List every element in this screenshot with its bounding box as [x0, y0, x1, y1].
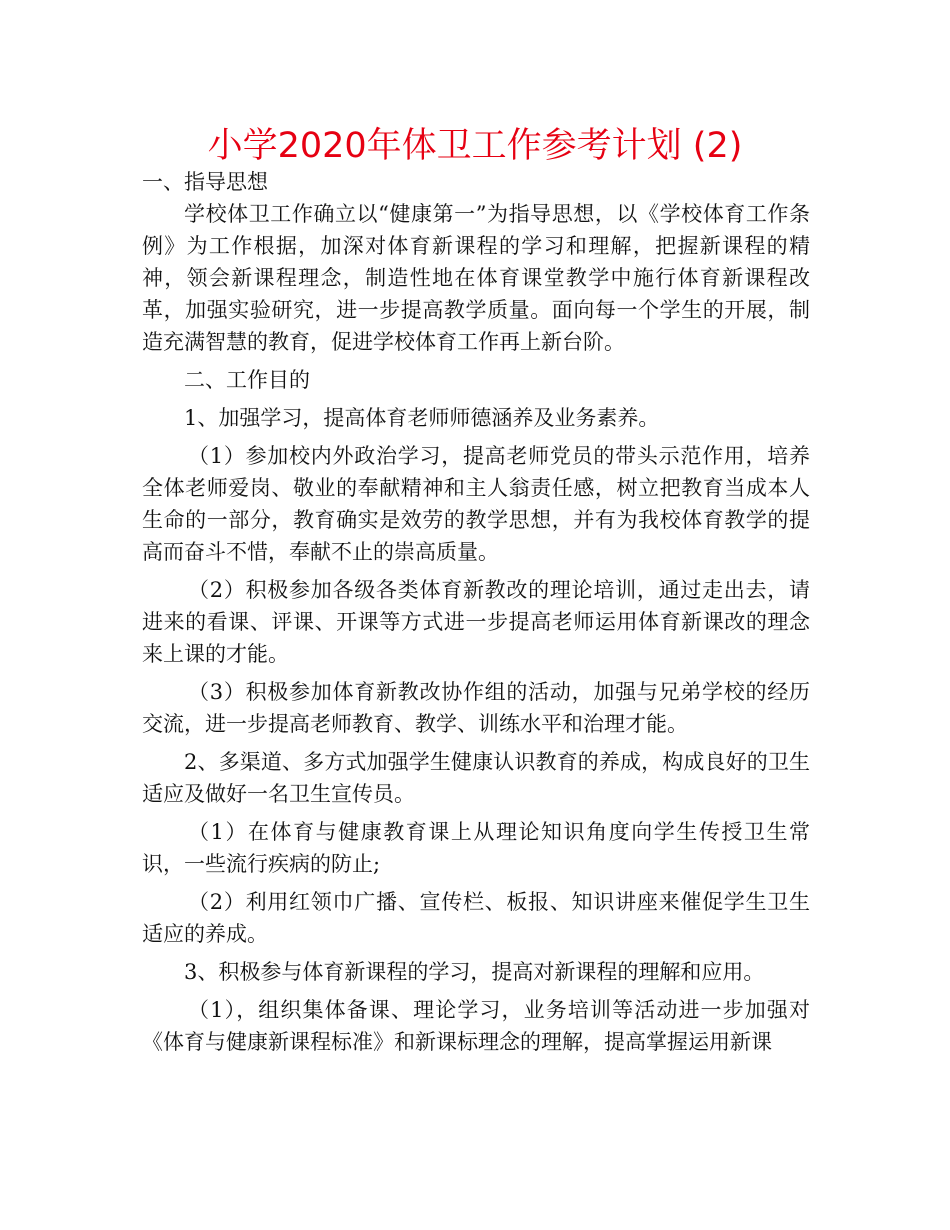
- paragraph-guiding-thought: 学校体卫工作确立以“健康第一”为指导思想，以《学校体育工作条例》为工作根据，加深对体育新课程的学习和理解，把握新课程的精神，领会新课程理念，制造性地在体育课堂教学中施行体育新课程改革，加强实验研究，进一步提高教学质量。面向每一个学生的开展，制造充满智慧的教育，促进学校体育工作再上新台阶。: [142, 202, 810, 354]
- document-body: [142, 166, 810, 1058]
- paragraph-goal-1: 1、加强学习，提高体育老师师德涵养及业务素养。: [184, 406, 660, 430]
- section-heading-guiding-thought: 一、指导思想: [142, 170, 268, 194]
- paragraph-goal-3-item-1: （1），组织集体备课、理论学习，业务培训等活动进一步加强对《体育与健康新课程标准》和新课标理念的理解，提高掌握运用新课: [142, 998, 810, 1054]
- paragraph-goal-3: 3、积极参与体育新课程的学习，提高对新课程的理解和应用。: [184, 960, 765, 984]
- paragraph-goal-1-item-2: （2）积极参加各级各类体育新教改的理论培训，通过走出去，请进来的看课、评课、开课等方式进一步提高老师运用体育新课改的理念来上课的才能。: [142, 578, 810, 666]
- section-heading-work-goals: 二、工作目的: [184, 368, 310, 392]
- paragraph-goal-1-item-1: （1）参加校内外政治学习，提高老师党员的带头示范作用，培养全体老师爱岗、敬业的奉献精神和主人翁责任感，树立把教育当成本人生命的一部分，教育确实是效劳的教学思想，并有为我校体育教学的提高而奋斗不惜，奉献不止的崇高质量。: [142, 444, 810, 564]
- document-title: 小学2020年体卫工作参考计划 (2): [207, 126, 743, 166]
- paragraph-goal-2: 2、多渠道、多方式加强学生健康认识教育的养成，构成良好的卫生适应及做好一名卫生宣传员。: [142, 750, 810, 806]
- paragraph-goal-2-item-1: （1）在体育与健康教育课上从理论知识角度向学生传授卫生常识，一些流行疾病的防止;: [142, 820, 810, 876]
- paragraph-goal-1-item-3: （3）积极参加体育新教改协作组的活动，加强与兄弟学校的经历交流，进一步提高老师教育、教学、训练水平和治理才能。: [142, 680, 810, 736]
- paragraph-goal-2-item-2: （2）利用红领巾广播、宣传栏、板报、知识讲座来催促学生卫生适应的养成。: [142, 890, 810, 946]
